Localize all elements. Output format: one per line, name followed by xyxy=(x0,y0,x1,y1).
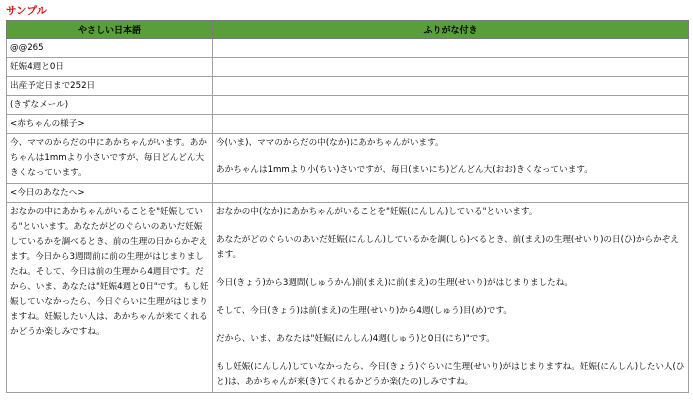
table-row xyxy=(7,96,689,115)
cell-right[interactable] xyxy=(213,39,689,58)
cell-left[interactable]: @@265 xyxy=(7,39,213,58)
table-row xyxy=(7,134,689,184)
table-row xyxy=(7,203,689,393)
furigana-paragraph: 今(いま)、ママのからだの中(なか)にあかちゃんがいます。 xyxy=(216,138,444,148)
cell-right[interactable] xyxy=(213,115,689,134)
header-row xyxy=(7,21,689,39)
cell-left[interactable]: 今、ママのからだの中にあかちゃんがいます。あかちゃんは1mmより小さいですが、毎日どんどん大きくなっています。 xyxy=(7,134,213,184)
sample-label: サンプル xyxy=(6,5,48,17)
table-row xyxy=(7,115,689,134)
table-row xyxy=(7,39,689,58)
furigana-paragraph: そして、今日(きょう)は前(まえ)の生理(せいり)から4週(しゅう)目(め)です。 xyxy=(216,306,512,316)
furigana-paragraph: だから、いま、あなたは"妊娠(にんしん)4週(しゅう)と0日(にち)"です。 xyxy=(216,334,495,344)
cell-left[interactable]: 出産予定日まで252日 xyxy=(7,77,213,96)
furigana-paragraph: もし妊娠(にんしん)していなかったら、今日(きょう)ぐらいに生理(せいり)がはじまりますね。妊娠(にんしん)したい人(ひと)は、あかちゃんが来(き)てくれるかどうか楽(たの)しみですね。 xyxy=(216,362,685,387)
cell-right[interactable] xyxy=(213,58,689,77)
header-easy-japanese: やさしい日本語 xyxy=(7,21,213,39)
cell-right[interactable] xyxy=(213,203,689,393)
cell-left[interactable]: 妊娠4週と0日 xyxy=(7,58,213,77)
cell-right[interactable] xyxy=(213,77,689,96)
cell-left[interactable]: <今日のあなたへ> xyxy=(7,184,213,203)
cell-right[interactable] xyxy=(213,96,689,115)
cell-right[interactable] xyxy=(213,134,689,184)
furigana-paragraph: あなたがどのぐらいのあいだ妊娠(にんしん)しているかを調(しら)べるとき、前(まえ)の生理(せいり)の日(ひ)からかぞえます。 xyxy=(216,235,679,260)
cell-right[interactable] xyxy=(213,184,689,203)
header-furigana: ふりがな付き xyxy=(213,21,689,39)
furigana-paragraph: あかちゃんは1mmより小(ちい)さいですが、毎日(まいにち)どんどん大(おお)きくなっています。 xyxy=(216,165,593,175)
furigana-paragraph: おなかの中(なか)にあかちゃんがいることを"妊娠(にんしん)している"といいます。 xyxy=(216,207,538,217)
table-row xyxy=(7,77,689,96)
cell-left[interactable]: おなかの中にあかちゃんがいることを"妊娠している"といいます。あなたがどのぐらいのあいだ妊娠しているかを調べるとき、前の生理の日からかぞえます。今日から3週間前に前の生理がはじまりましたね。そして、今日は前の生理から4週目です。だから、いま、あなたは"妊娠4週と0日"です。もし妊娠していなかったら、今日ぐらいに生理がはじまりますね。妊娠したい人は、あかちゃんが来てくれるかどうか楽しみですね。 xyxy=(7,203,213,393)
table-row xyxy=(7,184,689,203)
furigana-paragraph: 今日(きょう)から3週間(しゅうかん)前(まえ)に前(まえ)の生理(せいり)がはじまりましたね。 xyxy=(216,278,573,288)
cell-left[interactable]: (きずなメール) xyxy=(7,96,213,115)
cell-left[interactable]: <赤ちゃんの様子> xyxy=(7,115,213,134)
table-row xyxy=(7,58,689,77)
furigana-table xyxy=(6,20,689,393)
